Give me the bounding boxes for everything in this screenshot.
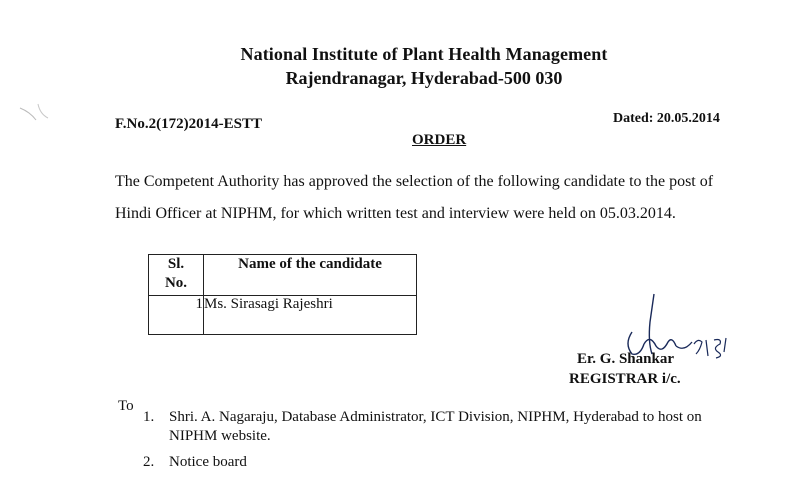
signatory-name: Er. G. Shankar [577, 351, 674, 367]
cell-sl-no: 1 [149, 296, 204, 335]
list-item-number: 1. [143, 409, 155, 425]
header-candidate-name: Name of the candidate [204, 255, 417, 296]
body-line-1: The Competent Authority has approved the selection of the following candidate to the post of [115, 173, 714, 190]
list-item [143, 408, 783, 446]
order-body-paragraph [115, 166, 755, 230]
distribution-list [143, 408, 783, 472]
list-item-number: 2. [143, 454, 155, 470]
cell-candidate-name: Ms. Sirasagi Rajeshri [204, 296, 417, 335]
institute-name: National Institute of Plant Health Management [240, 44, 608, 64]
table-header-row [149, 255, 417, 296]
signatory-designation: REGISTRAR i/c. [569, 371, 681, 387]
list-item [143, 453, 783, 472]
order-title: ORDER [412, 132, 467, 148]
body-line-2: Hindi Officer at NIPHM, for which written test and interview were held on 05.03.2014. [115, 205, 676, 222]
list-item-text-line1: Notice board [169, 454, 247, 470]
candidate-table [148, 254, 417, 335]
list-item-text-line2: NIPHM website. [169, 428, 271, 444]
file-number: F.No.2(172)2014-ESTT [115, 116, 262, 132]
institute-address: Rajendranagar, Hyderabad-500 030 [285, 68, 563, 88]
list-item-text-line1: Shri. A. Nagaraju, Database Administrator, ICT Division, NIPHM, Hyderabad to host on [169, 409, 702, 425]
header-sl-no [149, 255, 204, 296]
header-sl-line2: No. [164, 275, 188, 291]
table-row [149, 296, 417, 335]
header-sl-line1: Sl. [167, 256, 185, 272]
distribution-to-label: To [118, 398, 134, 414]
date-line: Dated: 20.05.2014 [613, 111, 720, 126]
scan-artifact-mark [18, 100, 58, 130]
